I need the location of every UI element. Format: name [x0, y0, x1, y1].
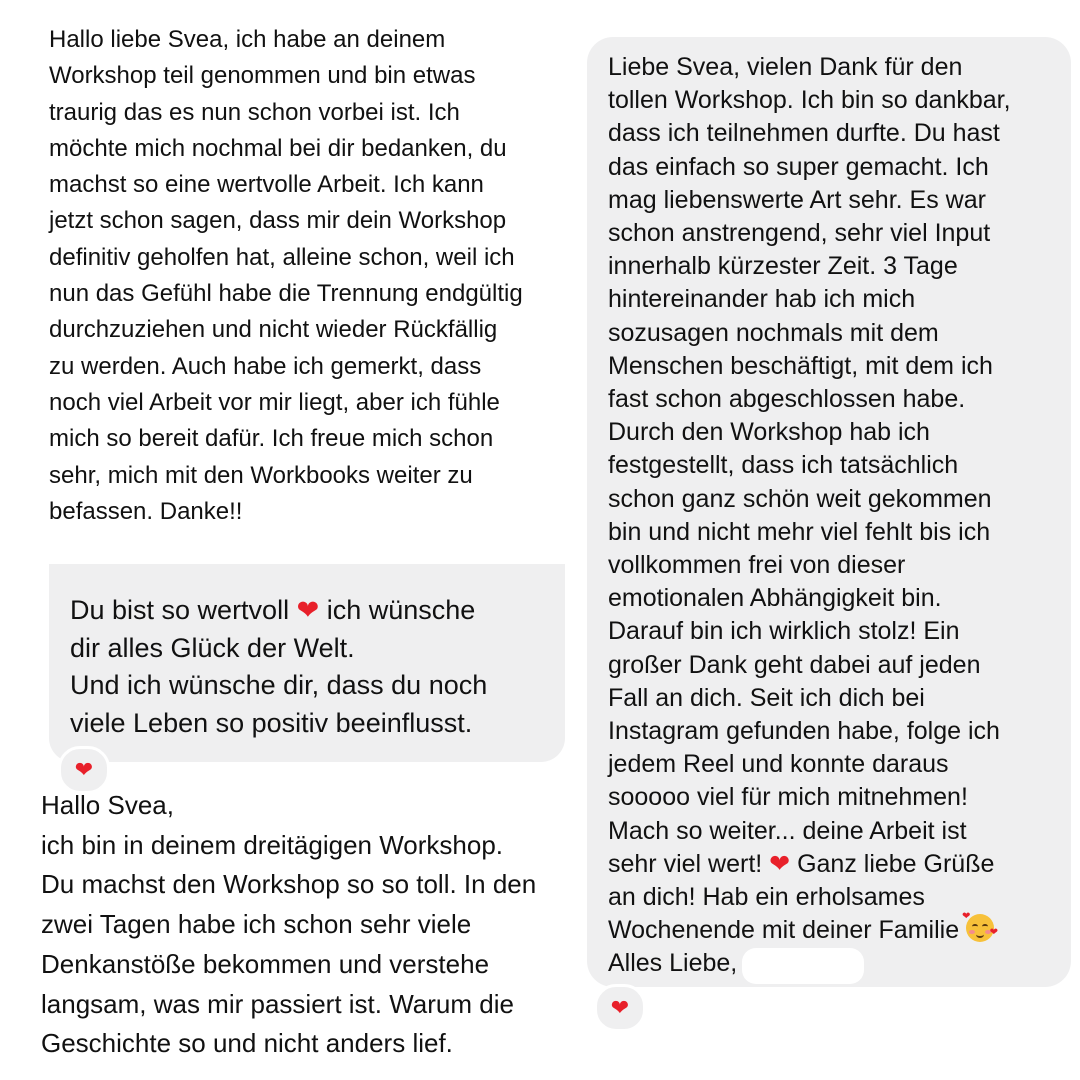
smiling-face-with-hearts-icon: ❤ ❤	[966, 914, 994, 942]
testimonial-message-1: Hallo liebe Svea, ich habe an deinem Workshop teil genommen und bin etwas traurig das es nun schon vorbei ist. Ich möchte mich nochmal bei dir bedanken, du machst so eine wertvolle Arbeit. Ich kann jetzt schon sagen, dass mir dein Workshop definitiv geholfen hat, alleine schon, weil ich nun das Gefühl habe die Trennung endgültig durchzuziehen und nicht wieder Rückfällig zu werden. Auch habe ich gemerkt, dass noch viel Arbeit vor mir liegt, aber ich fühle mich so bereit dafür. Ich freue mich schon sehr, mich mit den Workbooks weiter zu befassen. Danke!!	[49, 26, 523, 525]
chat-bubble-reply	[49, 564, 565, 762]
heart-reaction-icon: ❤	[610, 995, 630, 1020]
testimonial-message-2: Hallo Svea, ich bin in deinem dreitägigen Workshop. Du machst den Workshop so so toll. In den zwei Tagen habe ich schon sehr viele Denkanstöße bekommen und verstehe langsam, was mir passiert ist. Warum die Geschichte so und nicht anders lief.	[41, 790, 537, 1059]
redacted-name-blur	[742, 948, 864, 984]
red-heart-icon: ❤	[769, 849, 791, 878]
red-heart-icon: ❤	[296, 595, 320, 625]
reply-text-part-2: ich wünsche dir alles Glück der Welt. Und ich wünsche dir, dass du noch viele Leben so positiv beeinflusst.	[70, 595, 488, 738]
heart-reaction-icon: ❤	[74, 757, 94, 782]
reply-text-part-1: Du bist so wertvoll	[70, 595, 297, 625]
testimonial-text-part-3: Alles Liebe,	[608, 949, 738, 978]
heart-reaction-badge[interactable]	[594, 984, 646, 1032]
reply-message-text	[70, 592, 560, 742]
chat-bubble-testimonial	[587, 37, 1071, 987]
testimonial-text-part-1: Liebe Svea, vielen Dank für den tollen Workshop. Ich bin so dankbar, dass ich teilnehmen durfte. Du hast das einfach so super gemacht. Ich mag liebenswerte Art sehr. Es war schon anstrengend, sehr viel Input innerhalb kürzester Zeit. 3 Tage hintereinander hab ich mich sozusagen nochmals mit dem Menschen beschäftigt, mit dem ich fast schon abgeschlossen habe. Durch den Workshop hab ich festgestellt, dass ich tatsächlich schon ganz schön weit gekommen bin und nicht mehr viel fehlt bis ich vollkommen frei von dieser emotionalen Abhängigkeit bin. Darauf bin ich wirklich stolz! Ein großer Dank geht dabei auf jeden Fall an dich. Seit ich dich bei Instagram gefunden habe, folge ich jedem Reel und konnte daraus sooooo viel für mich mitnehmen! Mach so weiter... deine Arbeit ist sehr viel wert!	[608, 53, 1011, 878]
testimonial-text-part-2: Ganz liebe Grüße an dich! Hab ein erholsames Wochenende mit deiner Familie	[608, 849, 995, 945]
testimonial-message-3	[608, 51, 1068, 981]
